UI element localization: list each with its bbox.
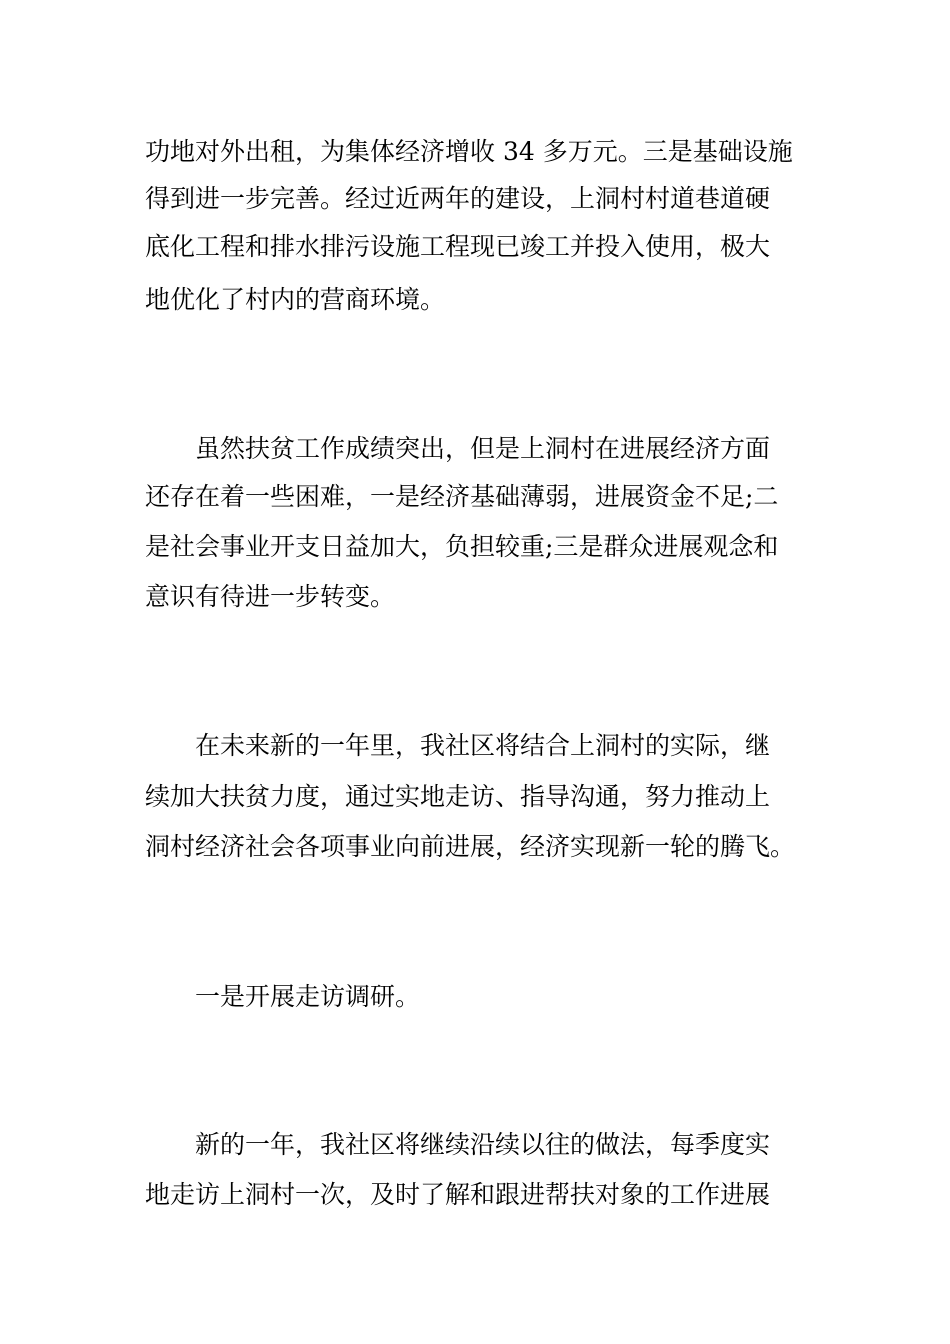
paragraph-4-line-1: 一是开展走访调研。 xyxy=(195,982,421,1011)
paragraph-1-line-2: 得到进一步完善。经过近两年的建设，上洞村村道巷道硬 xyxy=(145,184,771,213)
paragraph-1-line-4: 地优化了村内的营商环境。 xyxy=(145,285,446,314)
paragraph-1-line-3: 底化工程和排水排污设施工程现已竣工并投入使用，极大 xyxy=(145,232,771,261)
paragraph-3-line-2: 续加大扶贫力度，通过实地走访、指导沟通，努力推动上 xyxy=(145,782,771,811)
paragraph-5-line-1: 新的一年，我社区将继续沿续以往的做法，每季度实 xyxy=(195,1130,771,1159)
paragraph-1-line-1: 功地对外出租，为集体经济增收 34 多万元。三是基础设施 xyxy=(145,137,793,166)
paragraph-5-line-2: 地走访上洞村一次，及时了解和跟进帮扶对象的工作进展 xyxy=(145,1180,771,1209)
paragraph-2-line-4: 意识有待进一步转变。 xyxy=(145,582,396,611)
paragraph-2-line-3: 是社会事业开支日益加大，负担较重;三是群众进展观念和 xyxy=(145,532,779,561)
paragraph-2-line-2: 还存在着一些困难，一是经济基础薄弱，进展资金不足;二 xyxy=(145,482,779,511)
paragraph-3-line-1: 在未来新的一年里，我社区将结合上洞村的实际，继 xyxy=(195,731,771,760)
paragraph-3-line-3: 洞村经济社会各项事业向前进展，经济实现新一轮的腾飞。 xyxy=(145,832,796,861)
paragraph-2-line-1: 虽然扶贫工作成绩突出，但是上洞村在进展经济方面 xyxy=(195,434,771,463)
